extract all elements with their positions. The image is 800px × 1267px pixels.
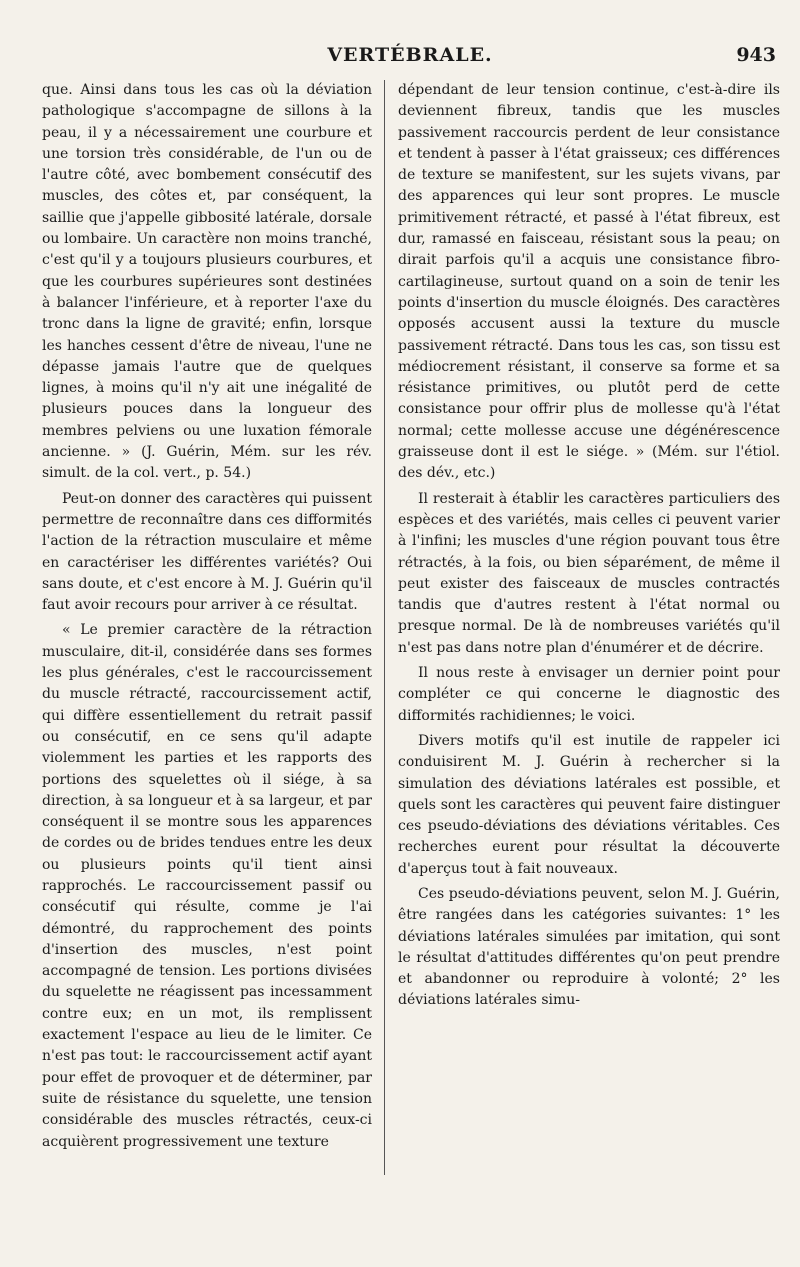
text-body <box>42 80 780 1180</box>
right-paragraph-2: Il resterait à établir les caractères particuliers des espèces et des variétés, mais celles ci peuvent varier à l'infini; les muscles d'une région pouvant tous être rétractés, à la fois, ou bien séparément, de même il peut exister des faisceaux de muscles contractés tandis que d'autres restent à l'état normal ou presque normal. De là de nombreuses variétés qu'il n'est pas dans notre plan d'énumérer et de décrire. <box>398 490 780 656</box>
left-paragraph-2: Peut-on donner des caractères qui puissent permettre de reconnaître dans ces difformités l'action de la rétraction musculaire et même en caractériser les différentes variétés? Oui sans doute, et c'est encore à M. J. Guérin qu'il faut avoir recours pour arriver à ce résultat. <box>42 490 372 614</box>
page-number: 943 <box>736 44 776 66</box>
right-paragraph-1: dépendant de leur tension continue, c'est-à-dire ils deviennent fibreux, tandis que les muscles passivement raccourcis perdent de leur consistance et tendent à passer à l'état graisseux; ces différences de texture se manifestent, sur les sujets vivans, par des apparences qui leur sont propres. Le muscle primitivement rétracté, et passé à l'état fibreux, est dur, ramassé en faisceau, résistant sous la peau; on dirait parfois qu'il a acquis une consistance fibro-cartilagineuse, surtout quand on a soin de tenir les points d'insertion du muscle éloignés. Des caractères opposés accusent aussi la texture du muscle passivement rétracté. Dans tous les cas, son tissu est médiocrement résistant, il conserve sa forme et sa résistance primitives, ou plutôt perd de cette consistance pour offrir plus de mollesse qu'à l'état normal; cette mollesse accuse une dégénérescence graisseuse dont il est le siége. » (Mém. sur l'étiol. des dév., etc.) <box>398 82 780 482</box>
right-paragraph-3: Il nous reste à envisager un dernier point pour compléter ce qui concerne le diagnostic des difformités rachidiennes; le voici. <box>398 665 780 724</box>
page-header <box>40 44 780 72</box>
running-title: VERTÉBRALE. <box>327 44 493 66</box>
right-column <box>398 80 780 1180</box>
left-paragraph-3: « Le premier caractère de la rétraction musculaire, dit-il, considérée dans ses formes les plus générales, c'est le raccourcissement du muscle rétracté, raccourcissement actif, qui diffère essentiellement du retrait passif ou consécutif, en ce sens qu'il adapte violemment les parties et les rapports des portions des squelettes où il siége, à sa direction, à sa longueur et à sa largeur, et par conséquent il se montre sous les apparences de cordes ou de brides tendues entre les deux ou plusieurs points qu'il tient ainsi rapprochés. Le raccourcissement passif ou consécutif qui résulte, comme je l'ai démontré, du rapprochement des points d'insertion des muscles, n'est point accompagné de tension. Les portions divisées du squelette ne réagissent pas incessamment contre eux; en un mot, ils remplissent exactement l'espace au lieu de le limiter. Ce n'est pas tout: le raccourcissement actif ayant pour effet de provoquer et de déterminer, par suite de résistance du squelette, une tension considérable des muscles rétractés, ceux-ci acquièrent progressivement une texture <box>42 622 372 1150</box>
left-paragraph-1: que. Ainsi dans tous les cas où la déviation pathologique s'accompagne de sillons à la peau, il y a nécessairement une courbure et une torsion très considérable, de l'un ou de l'autre côté, avec bombement consécutif des muscles, des côtes et, par conséquent, la saillie que j'appelle gibbosité latérale, dorsale ou lombaire. Un caractère non moins tranché, c'est qu'il y a toujours plusieurs courbures, et que les courbures supérieures sont destinées à balancer l'inférieure, et à reporter l'axe du tronc dans la ligne de gravité; enfin, lorsque les hanches cessent d'être de niveau, l'une ne dépasse jamais l'autre que de quelques lignes, à moins qu'il n'y ait une inégalité de plusieurs pouces dans la longueur des membres pelviens ou une luxation fémorale ancienne. » (J. Guérin, Mém. sur les rév. simult. de la col. vert., p. 54.) <box>42 82 372 482</box>
right-paragraph-5: Ces pseudo-déviations peuvent, selon M. J. Guérin, être rangées dans les catégories suivantes: 1° les déviations latérales simulées par imitation, qui sont le résultat d'attitudes différentes qu'on peut prendre et abandonner ou reproduire à volonté; 2° les déviations latérales simu- <box>398 885 780 1009</box>
left-column <box>42 80 372 1180</box>
right-paragraph-4: Divers motifs qu'il est inutile de rappeler ici conduisirent M. J. Guérin à rechercher si la simulation des déviations latérales est possible, et quels sont les caractères qui peuvent faire distinguer ces pseudo-déviations des déviations véritables. Ces recherches eurent pour résultat la découverte d'aperçus tout à fait nouveaux. <box>398 732 780 877</box>
